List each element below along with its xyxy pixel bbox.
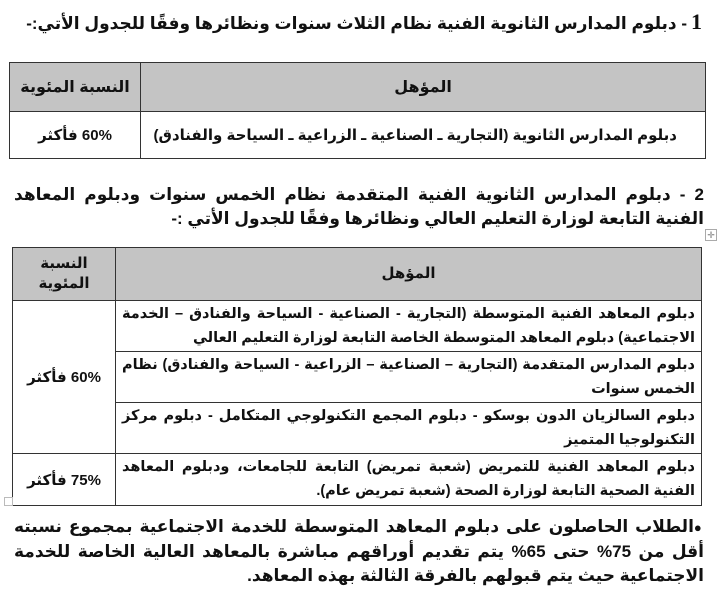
header-qualification: المؤهل (116, 248, 702, 301)
footnote-text: الطلاب الحاصلون على دبلوم المعاهد المتوسطة للخدمة الاجتماعية بمجموع نسبته أقل من 75% حتى 65% يتم تقديم أوراقهم مباشرة بالمعاهد العالية الخاصة للخدمة الاجتماعية حيث يتم قبولهم بالفرقة الثالثة بهذه المعاهد. (14, 517, 705, 585)
table-section-1 (9, 62, 706, 159)
section-1-heading (12, 10, 702, 36)
percentage-cell: 60% فأكثر (13, 301, 116, 454)
header-qualification: المؤهل (141, 63, 706, 112)
table-section-2 (12, 247, 702, 506)
table-row (13, 301, 702, 352)
table-row (13, 352, 702, 403)
section-1-number: 1 (691, 9, 702, 34)
qualification-cell: دبلوم المعاهد الفنية للتمريض (شعبة تمريض) التابعة للجامعات، ودبلوم المعاهد الفنية الصحية التابعة لوزارة الصحة (شعبة تمريض عام). (116, 454, 702, 506)
qualification-cell: دبلوم السالزيان الدون بوسكو - دبلوم المجمع التكنولوجي المتكامل - دبلوم مركز التكنولوجيا المتميز (116, 403, 702, 454)
section-2-heading: 2 - دبلوم المدارس الثانوية الفنية المتقدمة نظام الخمس سنوات ودبلوم المعاهد الفنية التابعة لوزارة التعليم العالي ونظائرها وفقًا للجدول الأتي :- (14, 185, 704, 228)
table-header-row (13, 248, 702, 301)
table-row (13, 403, 702, 454)
square-icon (4, 497, 13, 506)
table-row (10, 112, 706, 159)
qualification-cell: دبلوم المعاهد الفنية المتوسطة (التجارية - الصناعية - السياحة والفنادق – الخدمة الاجتماعية) دبلوم المعاهد المتوسطة الخاصة التابعة لوزارة التعليم العالي (116, 301, 702, 352)
qualification-cell: دبلوم المدارس الثانوية (التجارية ـ الصناعية ـ الزراعية ـ السياحة والفنادق) (141, 112, 706, 159)
header-percentage: النسبة المئوية (13, 248, 116, 301)
move-icon[interactable]: ✛ (705, 229, 717, 241)
bullet-icon: ● (693, 520, 705, 535)
table-row (13, 454, 702, 506)
percentage-cell: 75% فأكثر (13, 454, 116, 506)
qualification-cell: دبلوم المدارس المتقدمة (التجارية – الصناعية – الزراعية - السياحة والفنادق) نظام الخمس سنوات (116, 352, 702, 403)
footnote (14, 515, 704, 588)
table-header-row (10, 63, 706, 112)
header-percentage: النسبة المئوية (10, 63, 141, 112)
percentage-cell: 60% فأكثر (10, 112, 141, 159)
section-1-heading-text: - دبلوم المدارس الثانوية الفنية نظام الثلاث سنوات ونظائرها وفقًا للجدول الأتي:- (26, 14, 687, 33)
